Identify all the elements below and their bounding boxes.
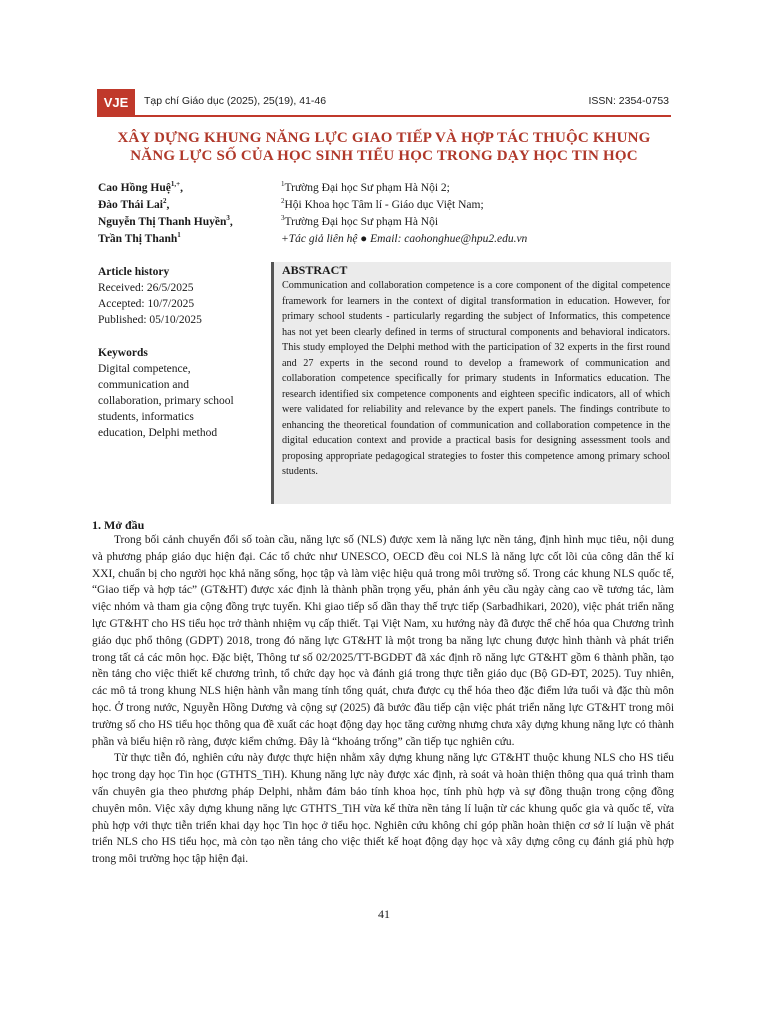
keyword-line: collaboration, primary school — [98, 395, 234, 407]
section-heading: 1. Mở đầu — [92, 518, 145, 532]
abstract-text: Communication and collaboration competence is a core component of the digital competence framework for learners in the context of digital transformation in education. However, for primary school students - particularly regarding the subject of Informatics, this competence has not yet been clearly defined in terms of structural components and behavioral indicators. This study employed the Delphi method with the participation of 32 experts in the first round and 27 experts in the second round to develop a framework of communication and collaboration competence specifically for primary students in Informatics education. The research identified six competence components and eighteen specific indicators, all of which were validated for reliability and relevance by the expert panels. The findings contribute to enhancing the theoretical foundation of communication and collaboration competence in the digital education context and provide a practical basis for designing assessment tools and proposing appropriate pedagogical strategies to foster this competence among primary school students. — [282, 280, 670, 477]
keyword-line: education, Delphi method — [98, 427, 218, 439]
published-date: Published: 05/10/2025 — [98, 314, 202, 326]
corresponding-author-email: +Tác giả liên hệ ● Email: caohonghue@hpu2.edu.vn — [281, 233, 528, 245]
article-history-heading: Article history — [98, 266, 170, 278]
section-body — [92, 532, 674, 868]
abstract-box — [271, 262, 671, 504]
page-number: 41 — [378, 907, 390, 921]
paragraph: Trong bối cảnh chuyển đổi số toàn cầu, năng lực số (NLS) được xem là năng lực nền tảng, định hình mục tiêu, nội dung và phương pháp giáo dục hiện đại. Các tổ chức như UNESCO, OECD đều coi NLS là năng lực cốt lõi của công dân thế kỉ XXI, chuẩn bị cho người học khả năng sống, học tập và làm việc hiệu quả trong môi trường số. Trong các khung NLS quốc tế, “Giao tiếp và hợp tác” (GT&HT) được xác định là thành phần trọng yếu, phản ánh yêu cầu ngày càng cao về tương tác, làm việc nhóm và tham gia cộng đồng trực tuyến. Khi giao tiếp số dần thay thế trực tiếp (Sarbadhikari, 2020), việc phát triển năng lực GT&HT cho HS tiểu học trở thành nhiệm vụ cấp thiết. Tại Việt Nam, xu hướng này đã được thể chế hóa qua Chương trình giáo dục phổ thông (GDPT) 2018, trong đó năng lực GT&HT là một trong ba năng lực chung được hình thành và phát triển trong tất cả các môn học. Đặc biệt, Thông tư số 02/2025/TT-BGDĐT đã xác định rõ năng lực GT&HT gồm 6 thành phần, tạo nền tảng cho việc thiết kế chương trình, tổ chức dạy học và đánh giá trong thực tiễn giáo dục (Bộ GD-ĐT, 2025). Tuy nhiên, các mô tả trong khung NLS hiện hành vẫn mang tính tổng quát, chưa được cụ thể hóa theo đặc điểm lứa tuổi và đặc thù môn học. Ở trong nước, Nguyễn Hồng Dương và cộng sự (2025) đã bước đầu tiếp cận việc phát triển năng lực GT&HT trong môi trường số cho HS tiểu học thông qua đề xuất các hoạt động dạy học tăng cường nhưng chưa xây dựng khung năng lực có thành phần và biểu hiện rõ ràng, được kiểm chứng. Đây là “khoảng trống” cần tiếp tục nghiên cứu. — [92, 534, 674, 748]
affiliation-list — [281, 180, 671, 248]
author: Đào Thái Lai$^2$, — [98, 197, 170, 211]
author-list — [98, 180, 278, 248]
paper-title — [97, 129, 671, 165]
keywords — [98, 345, 263, 441]
keyword-line: communication and — [98, 379, 190, 391]
accepted-date: Accepted: 10/7/2025 — [98, 298, 195, 310]
received-date: Received: 26/5/2025 — [98, 282, 194, 294]
keyword-line: students, informatics — [98, 411, 194, 423]
affiliation: $^2$Hội Khoa học Tâm lí - Giáo dục Việt Nam; — [281, 197, 484, 211]
header-rule — [97, 115, 671, 117]
journal-citation: Tạp chí Giáo dục (2025), 25(19), 41-46 — [144, 95, 327, 107]
issn: ISSN: 2354-0753 — [588, 95, 669, 107]
affiliation: $^3$Trường Đại học Sư phạm Hà Nội — [281, 214, 439, 228]
journal-header — [97, 89, 671, 116]
article-history — [98, 264, 268, 328]
journal-logo: VJE — [97, 89, 135, 116]
abstract-heading: ABSTRACT — [282, 263, 348, 277]
keywords-heading: Keywords — [98, 347, 148, 359]
author: Trần Thị Thanh$^1$ — [98, 231, 181, 245]
keyword-line: Digital competence, — [98, 363, 191, 375]
affiliation: $^1$Trường Đại học Sư phạm Hà Nội 2; — [281, 180, 450, 194]
title-line-1: XÂY DỰNG KHUNG NĂNG LỰC GIAO TIẾP VÀ HỢP TÁC THUỘC KHUNG — [117, 130, 651, 146]
title-line-2: NĂNG LỰC SỐ CỦA HỌC SINH TIỂU HỌC TRONG DẠY HỌC TIN HỌC — [130, 148, 638, 164]
paragraph: Từ thực tiễn đó, nghiên cứu này được thực hiện nhằm xây dựng khung năng lực GT&HT thuộc khung NLS cho HS tiểu học trong dạy học Tin học (GTHTS_TiH). Khung năng lực này được xác định, rà soát và hoàn thiện thông qua quá trình tham vấn chuyên gia theo phương pháp Delphi, nhằm đảm bảo tính khoa học, tính phù hợp và sự đồng thuận trong cộng đồng chuyên môn. Việc xây dựng khung năng lực GTHTS_TiH vừa kế thừa nền tảng lí luận từ các khung quốc gia và quốc tế, vừa phù hợp với thực tiễn triển khai dạy học Tin học ở tiểu học. Nghiên cứu không chỉ góp phần hoàn thiện cơ sở lí luận về phát triển NLS cho HS tiểu học, mà còn tạo nền tảng cho việc thiết kế hoạt động dạy học và xây dựng công cụ đánh giá phù hợp trong môi trường học tập hiện đại. — [92, 752, 674, 866]
author: Cao Hồng Huệ$^{1,+}$, — [98, 180, 183, 194]
author: Nguyễn Thị Thanh Huyền$^3$, — [98, 214, 233, 228]
